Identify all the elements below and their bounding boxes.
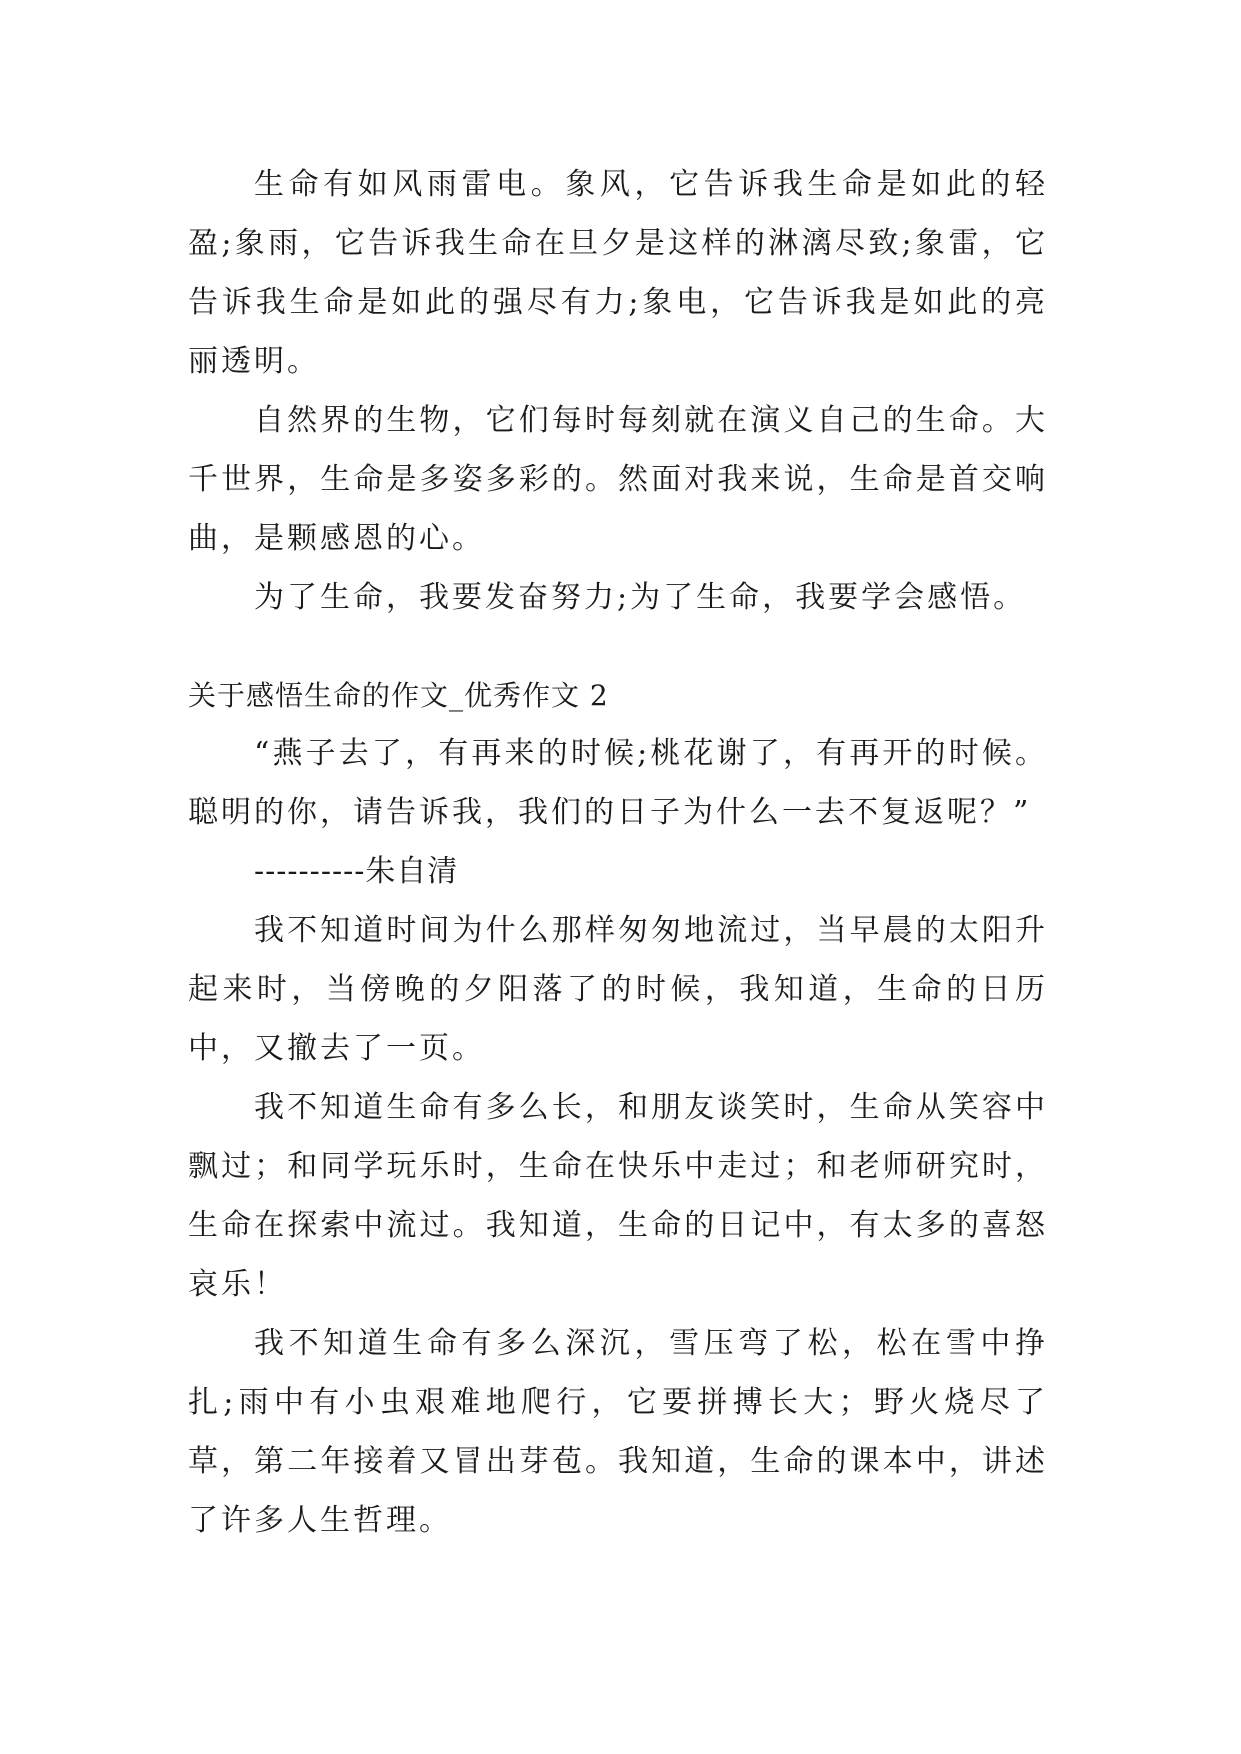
essay-heading: 关于感悟生命的作文_优秀作文 2: [188, 679, 609, 712]
quote-paragraph: “燕子去了，有再来的时候;桃花谢了，有再开的时候。聪明的你，请告诉我，我们的日子为什么一去不复返呢？”: [188, 736, 1048, 830]
paragraph-length: 我不知道生命有多么长，和朋友谈笑时，生命从笑容中飘过；和同学玩乐时，生命在快乐中走过；和老师研究时，生命在探索中流过。我知道，生命的日记中，有太多的喜怒哀乐！: [188, 1090, 1048, 1302]
document-body: [188, 155, 1048, 1550]
quote-signature: ----------朱自清: [254, 854, 459, 889]
paragraph-nature: 自然界的生物，它们每时每刻就在演义自己的生命。大千世界，生命是多姿多彩的。然面对我来说，生命是首交响曲，是颗感恩的心。: [188, 403, 1048, 556]
paragraph-wind-rain-thunder: 生命有如风雨雷电。象风，它告诉我生命是如此的轻盈;象雨，它告诉我生命在旦夕是这样的淋漓尽致;象雷，它告诉我生命是如此的强尽有力;象电，它告诉我是如此的亮丽透明。: [188, 167, 1048, 379]
paragraph-depth: 我不知道生命有多么深沉，雪压弯了松，松在雪中挣扎;雨中有小虫艰难地爬行，它要拼搏长大；野火烧尽了草，第二年接着又冒出芽苞。我知道，生命的课本中，讲述了许多人生哲理。: [188, 1326, 1048, 1538]
paragraph-for-life: 为了生命，我要发奋努力;为了生命，我要学会感悟。: [254, 580, 1027, 615]
paragraph-time: 我不知道时间为什么那样匆匆地流过，当早晨的太阳升起来时，当傍晚的夕阳落了的时候，我知道，生命的日历中，又撤去了一页。: [188, 913, 1048, 1066]
